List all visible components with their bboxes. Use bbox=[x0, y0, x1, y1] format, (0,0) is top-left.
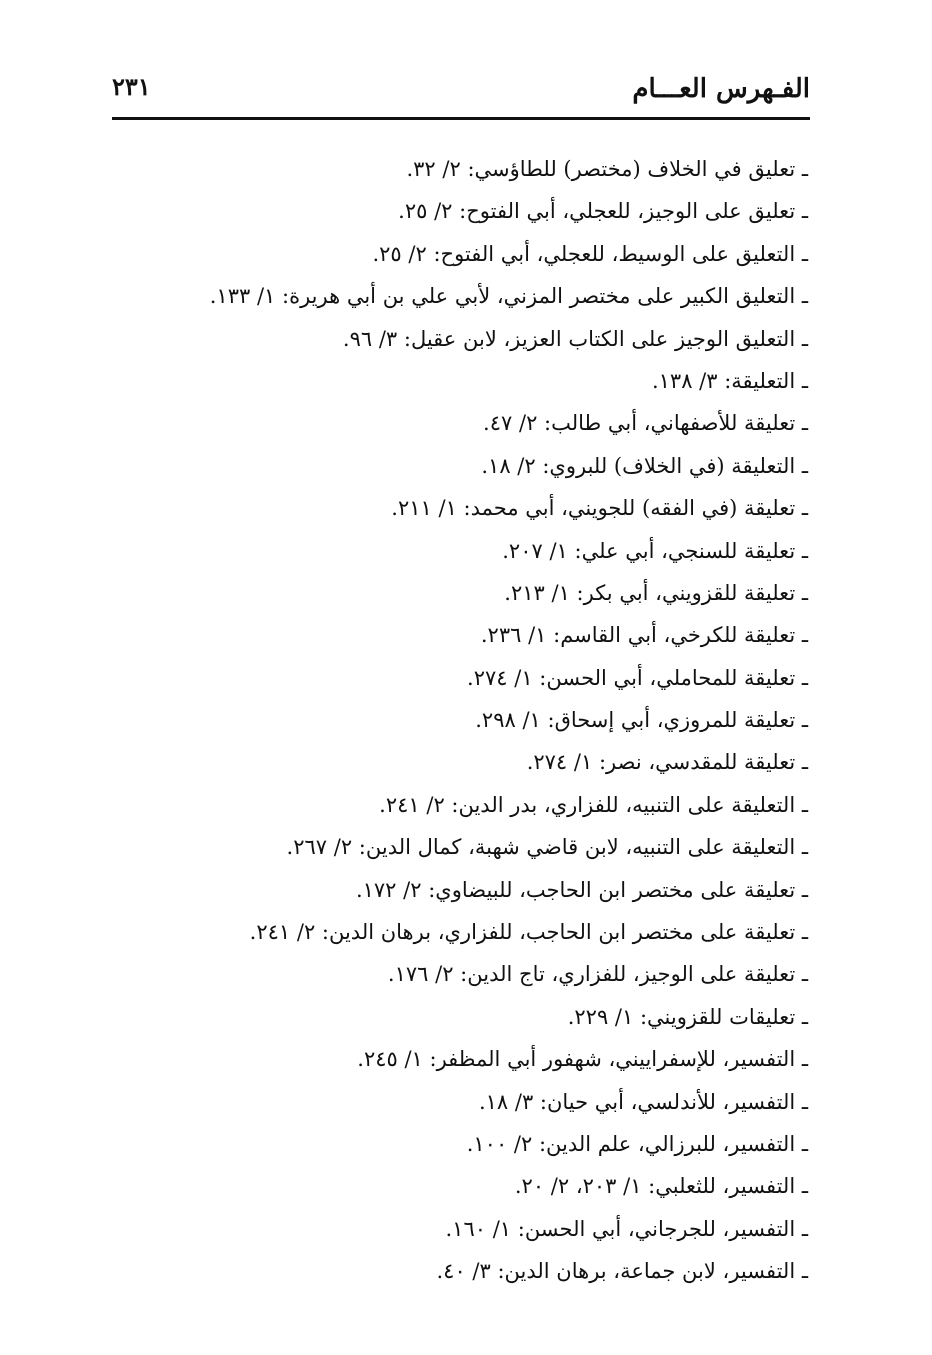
index-entry: ـ التعليق الوجيز على الكتاب العزيز، لابن عقيل: ٣/ ٩٦. bbox=[342, 326, 808, 351]
index-entry: ـ تعليق على الوجيز، للعجلي، أبي الفتوح: ٢/ ٢٥. bbox=[398, 199, 808, 224]
index-entry: ـ التفسير، للأندلسي، أبي حيان: ٣/ ١٨. bbox=[478, 1089, 808, 1114]
index-entry: ـ التفسير، للجرجاني، أبي الحسن: ١/ ١٦٠. bbox=[445, 1216, 808, 1241]
index-entry: ـ التفسير، لابن جماعة، برهان الدين: ٣/ ٤٠. bbox=[436, 1259, 808, 1284]
index-entry: ـ تعليقة للقزويني، أبي بكر: ١/ ٢١٣. bbox=[504, 580, 808, 605]
running-title: الفـهرس العـــام bbox=[632, 74, 810, 104]
index-entry: ـ التعليقة (في الخلاف) للبروي: ٢/ ١٨. bbox=[481, 453, 808, 478]
header-rule bbox=[112, 117, 810, 120]
index-entry: ـ تعليقة على مختصر ابن الحاجب، للبيضاوي: ٢/ ١٧٢. bbox=[355, 877, 808, 902]
page-header bbox=[112, 62, 810, 117]
index-entry: ـ تعليقة على مختصر ابن الحاجب، للفزاري، برهان الدين: ٢/ ٢٤١. bbox=[249, 920, 808, 945]
index-entry: ـ التفسير، للبرزالي، علم الدين: ٢/ ١٠٠. bbox=[466, 1131, 808, 1156]
index-entry-list bbox=[158, 148, 808, 1293]
index-entry: ـ تعليقة على الوجيز، للفزاري، تاج الدين: ٢/ ١٧٦. bbox=[387, 962, 808, 987]
index-entry: ـ التعليقة على التنبيه، للفزاري، بدر الدين: ٢/ ٢٤١. bbox=[379, 792, 808, 817]
index-entry: ـ تعليقة للكرخي، أبي القاسم: ١/ ٢٣٦. bbox=[480, 623, 808, 648]
index-entry: ـ تعليقة للسنجي، أبي علي: ١/ ٢٠٧. bbox=[502, 538, 808, 563]
index-entry: ـ التفسير، للثعلبي: ١/ ٢٠٣، ٢/ ٢٠. bbox=[514, 1174, 808, 1199]
page-number: ٢٣١ bbox=[112, 72, 151, 101]
index-entry: ـ تعليقات للقزويني: ١/ ٢٢٩. bbox=[567, 1004, 808, 1029]
index-entry: ـ تعليقة للمقدسي، نصر: ١/ ٢٧٤. bbox=[526, 750, 808, 775]
index-entry: ـ التعليقة: ٣/ ١٣٨. bbox=[651, 368, 808, 393]
index-entry: ـ التعليق على الوسيط، للعجلي، أبي الفتوح: ٢/ ٢٥. bbox=[372, 241, 808, 266]
index-entry: ـ تعليق في الخلاف (مختصر) للطاؤسي: ٢/ ٣٢. bbox=[406, 157, 808, 181]
index-entry: ـ التعليق الكبير على مختصر المزني، لأبي علي بن أبي هريرة: ١/ ١٣٣. bbox=[209, 284, 808, 309]
index-entry: ـ التفسير، للإسفراييني، شهفور أبي المظفر: ١/ ٢٤٥. bbox=[357, 1047, 808, 1072]
index-entry: ـ تعليقة للمحاملي، أبي الحسن: ١/ ٢٧٤. bbox=[467, 665, 808, 690]
index-entry: ـ تعليقة (في الفقه) للجويني، أبي محمد: ١/ ٢١١. bbox=[391, 496, 808, 521]
index-entry: ـ التعليقة على التنبيه، لابن قاضي شهبة، كمال الدين: ٢/ ٢٦٧. bbox=[286, 835, 808, 860]
index-entry: ـ تعليقة للأصفهاني، أبي طالب: ٢/ ٤٧. bbox=[483, 411, 808, 436]
index-entry: ـ تعليقة للمروزي، أبي إسحاق: ١/ ٢٩٨. bbox=[475, 708, 808, 733]
